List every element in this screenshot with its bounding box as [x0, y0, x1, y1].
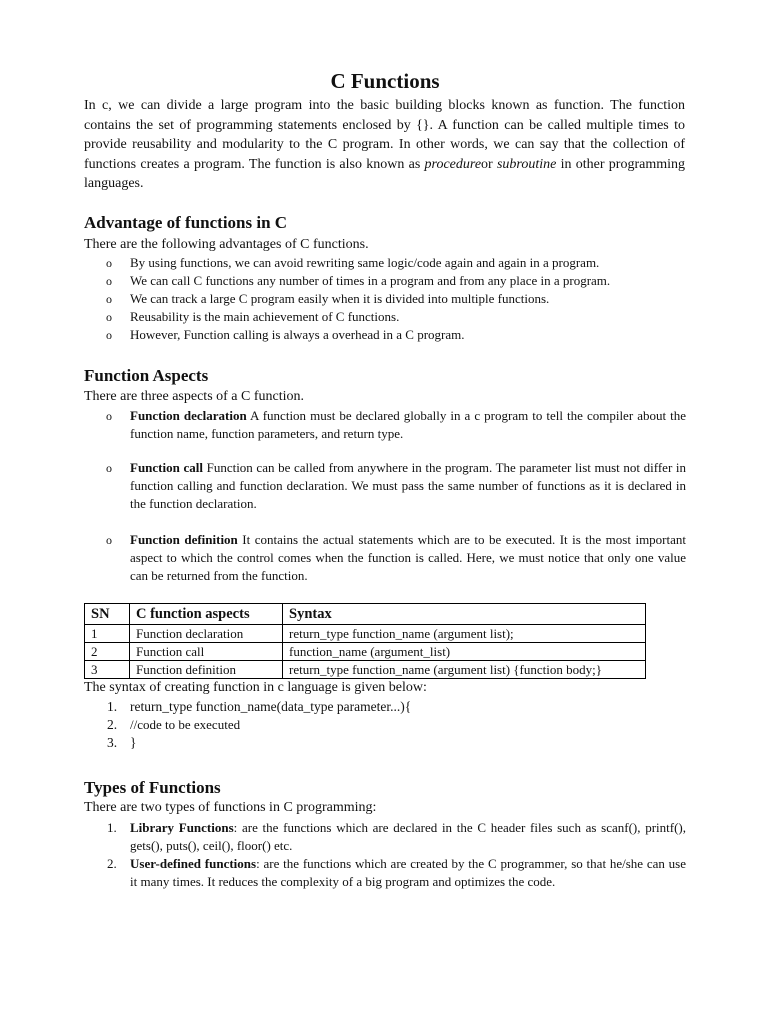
intro-text-end: in other programming languages.	[84, 156, 685, 191]
intro-paragraph	[84, 96, 685, 194]
code-line: return_type function_name(data_type parameter...){	[130, 699, 412, 714]
aspects-heading: Function Aspects	[84, 366, 209, 385]
aspect-item-declaration	[84, 407, 686, 443]
aspects-list-call	[84, 459, 686, 513]
advantages-lead: There are the following advantages of C functions.	[84, 237, 369, 252]
aspect-item-definition	[84, 531, 686, 585]
procedure-term: procedure	[424, 156, 482, 172]
aspects-table	[84, 603, 646, 679]
list-number: 3.	[107, 735, 118, 750]
list-number: 2.	[107, 717, 118, 732]
table-cell: return_type function_name (argument list);	[283, 625, 646, 643]
table-cell: Function declaration	[130, 625, 283, 643]
table-row	[85, 643, 646, 661]
list-item-text: We can call C functions any number of times in a program and from any place in a program.	[130, 273, 611, 288]
bullet-marker: o	[106, 328, 112, 342]
bullet-marker: o	[106, 533, 112, 547]
page-title: C Functions	[330, 69, 440, 93]
header-syntax: Syntax	[283, 604, 646, 625]
bullet-marker: o	[106, 409, 112, 423]
syntax-lead: The syntax of creating function in c language is given below:	[84, 680, 427, 695]
list-item	[84, 716, 686, 734]
advantages-heading: Advantage of functions in C	[84, 213, 288, 232]
types-lead: There are two types of functions in C programming:	[84, 800, 377, 815]
table-cell: Function definition	[130, 661, 283, 679]
header-aspect: C function aspects	[130, 604, 283, 625]
bullet-marker: o	[106, 310, 112, 324]
type-text: : are the functions which are declared in the C header files such as scanf(), printf(), gets(), puts(), ceil(), floor() etc.	[130, 820, 686, 853]
list-item	[84, 308, 686, 326]
bullet-marker: o	[106, 292, 112, 306]
aspect-term: Function definition	[130, 532, 238, 547]
intro-or: or	[481, 156, 497, 172]
list-item	[84, 855, 686, 891]
list-item	[84, 326, 686, 344]
aspect-text: A function must be declared globally in a c program to tell the compiler about the function name, function parameters, and return type.	[130, 408, 686, 441]
table-header-row	[85, 604, 646, 625]
list-item-text: By using functions, we can avoid rewriting same logic/code again and again in a program.	[130, 255, 600, 270]
table-cell: 3	[85, 661, 130, 679]
aspects-list	[84, 407, 686, 443]
list-number: 1.	[107, 699, 118, 714]
list-item	[84, 819, 686, 855]
list-item	[84, 290, 686, 308]
bullet-marker: o	[106, 256, 112, 270]
bullet-marker: o	[106, 461, 112, 475]
types-heading: Types of Functions	[84, 778, 221, 797]
header-sn: SN	[85, 604, 130, 625]
aspect-term: Function call	[130, 460, 203, 475]
table-row	[85, 661, 646, 679]
list-item-text: However, Function calling is always a overhead in a C program.	[130, 327, 465, 342]
code-line: }	[130, 735, 137, 750]
table-cell: 2	[85, 643, 130, 661]
list-number: 1.	[107, 820, 117, 835]
aspects-list-definition	[84, 531, 686, 585]
advantages-list	[84, 254, 686, 344]
list-item-text: Reusability is the main achievement of C functions.	[130, 309, 400, 324]
table-cell: function_name (argument_list)	[283, 643, 646, 661]
bullet-marker: o	[106, 274, 112, 288]
aspects-lead: There are three aspects of a C function.	[84, 389, 305, 404]
aspect-text: Function can be called from anywhere in the program. The parameter list must not differ in function calling and function declaration. We must pass the same number of functions as it is declared in the function declaration.	[130, 460, 687, 511]
list-item	[84, 254, 686, 272]
type-text: : are the functions which are created by the C programmer, so that he/she can use it many times. It reduces the complexity of a big program and optimizes the code.	[130, 856, 687, 889]
subroutine-term: subroutine	[496, 156, 557, 172]
aspect-item-call	[84, 459, 686, 513]
list-item	[84, 272, 686, 290]
list-item	[84, 734, 686, 752]
syntax-list	[84, 698, 686, 752]
table-cell: Function call	[130, 643, 283, 661]
aspect-term: Function declaration	[130, 408, 247, 423]
type-term: User-defined functions	[130, 856, 257, 871]
list-item	[84, 698, 686, 716]
list-number: 2.	[107, 856, 117, 871]
type-term: Library Functions	[130, 820, 234, 835]
code-line: //code to be executed	[130, 717, 241, 732]
table-cell: return_type function_name (argument list) {function body;}	[283, 661, 646, 679]
aspect-text: It contains the actual statements which are to be executed. It is the most important aspect to which the control comes when the function is called. Here, we must notice that only one value can be returned from the function.	[130, 532, 687, 583]
table-row	[85, 625, 646, 643]
table-cell: 1	[85, 625, 130, 643]
intro-text: In c, we can divide a large program into the basic building blocks known as function. The function contains the set of programming statements enclosed by {}. A function can be called multiple times to provide reusability and modularity to the C program. In other words, we can say that the collection of functions creates a program. The function is also known as	[84, 98, 685, 172]
types-list	[84, 819, 686, 891]
list-item-text: We can track a large C program easily when it is divided into multiple functions.	[130, 291, 550, 306]
